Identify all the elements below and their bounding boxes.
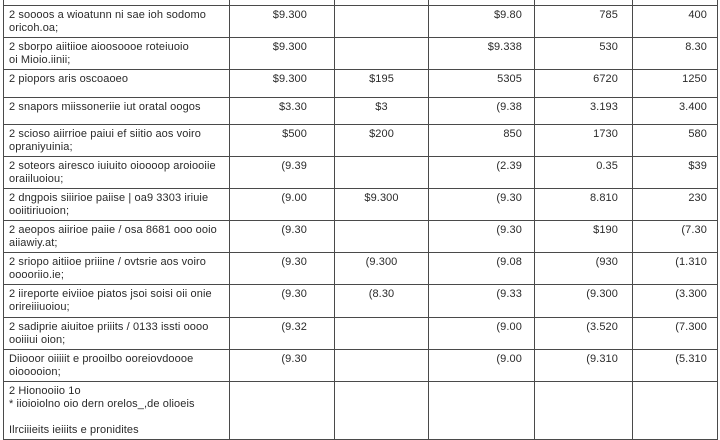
value-cell: (9.32 — [230, 318, 335, 350]
value-cell: 8.810 — [535, 189, 633, 221]
value-cell: (9.33 — [429, 285, 535, 318]
value-cell: $9.300 — [230, 38, 335, 70]
row-description — [4, 189, 230, 221]
value-cell: (8.30 — [335, 285, 429, 318]
table-row — [4, 98, 718, 125]
value-cell: $200 — [335, 125, 429, 157]
table-row — [4, 157, 718, 189]
notes-cell — [4, 382, 230, 440]
row-description — [4, 38, 230, 70]
value-cell: (9.30 — [230, 221, 335, 253]
note-line: Ilrciiieits ieiiits e pronidites — [9, 424, 139, 436]
value-cell: (3.520 — [535, 318, 633, 350]
value-cell: 785 — [535, 6, 633, 38]
description-line: 2 sborpo aiitiioe aioosoooe roteiuoio — [9, 41, 189, 53]
value-cell: (9.310 — [535, 350, 633, 382]
table-row — [4, 221, 718, 253]
value-cell — [335, 6, 429, 38]
description-line: aiiawiy.at; — [9, 237, 58, 249]
value-cell — [335, 38, 429, 70]
value-cell: 6720 — [535, 70, 633, 98]
value-cell: (9.300 — [335, 253, 429, 285]
table-row — [4, 350, 718, 382]
value-cell: (9.30 — [230, 350, 335, 382]
row-description — [4, 98, 230, 125]
description-line: orireiiiuoiou; — [9, 301, 70, 313]
description-line: 2 iireporte eiviioe piatos jsoi soisi oii onie — [9, 288, 212, 300]
data-table — [3, 0, 718, 440]
table-row — [4, 189, 718, 221]
row-description — [4, 318, 230, 350]
empty-cell — [429, 382, 535, 440]
value-cell: (1.310 — [633, 253, 718, 285]
note-line: * iioioiolno oio dern orelos_,de olioeis — [9, 398, 195, 410]
table-row — [4, 253, 718, 285]
value-cell: (7.300 — [633, 318, 718, 350]
value-cell: $9.80 — [429, 6, 535, 38]
value-cell: (5.310 — [633, 350, 718, 382]
row-description — [4, 221, 230, 253]
value-cell: $39 — [633, 157, 718, 189]
description-line: opraniyuinia; — [9, 141, 73, 153]
description-line: oi Mioio.iinii; — [9, 54, 71, 66]
value-cell: 1250 — [633, 70, 718, 98]
empty-cell — [230, 382, 335, 440]
value-cell: $9.300 — [230, 70, 335, 98]
table-row — [4, 318, 718, 350]
value-cell: 400 — [633, 6, 718, 38]
value-cell: (2.39 — [429, 157, 535, 189]
value-cell: 8.30 — [633, 38, 718, 70]
value-cell: 3.193 — [535, 98, 633, 125]
description-line: 2 aeopos aiirioe paiie / osa 8681 ooo ooio — [9, 224, 217, 236]
value-cell: (9.30 — [230, 253, 335, 285]
table-row — [4, 285, 718, 318]
description-line: ooooriio.ie; — [9, 269, 65, 281]
description-line: 2 scioso aiirrioe paiui ef siitio aos voiro — [9, 128, 201, 140]
value-cell: 230 — [633, 189, 718, 221]
row-description — [4, 350, 230, 382]
description-line: 2 soooos a wioatunn ni sae ioh sodomo — [9, 9, 206, 21]
value-cell: 850 — [429, 125, 535, 157]
value-cell: $9.300 — [335, 189, 429, 221]
description-line: 2 sriopo aitiioe priiine / ovtsrie aos voiro — [9, 256, 206, 268]
empty-cell — [633, 382, 718, 440]
notes-row — [4, 382, 718, 440]
row-description — [4, 285, 230, 318]
description-line: 2 snapors miissoneriie iut oratal oogos — [9, 101, 201, 113]
value-cell — [335, 318, 429, 350]
value-cell: (9.08 — [429, 253, 535, 285]
value-cell — [335, 157, 429, 189]
value-cell: $9.338 — [429, 38, 535, 70]
description-line: 2 dngpois siiirioe paiise | oa9 3303 iriuie — [9, 192, 209, 204]
row-description — [4, 125, 230, 157]
value-cell: (9.00 — [230, 189, 335, 221]
value-cell: (7.30 — [633, 221, 718, 253]
row-description — [4, 253, 230, 285]
value-cell: (9.30 — [429, 189, 535, 221]
value-cell: (9.30 — [429, 221, 535, 253]
description-line: oricoh.oa; — [9, 22, 59, 34]
value-cell: (3.300 — [633, 285, 718, 318]
value-cell: $3.30 — [230, 98, 335, 125]
description-line: oiooooion; — [9, 366, 61, 378]
value-cell: (930 — [535, 253, 633, 285]
value-cell — [335, 221, 429, 253]
description-line: 2 sadiprie aiuitoe priiits / 0133 issti oooo — [9, 321, 209, 333]
value-cell: $500 — [230, 125, 335, 157]
description-line: 2 soteors airesco iuiuito oioooop aroiooiie — [9, 160, 216, 172]
description-line: 2 piopors aris oscoaoeo — [9, 73, 129, 85]
row-description — [4, 157, 230, 189]
empty-cell — [335, 382, 429, 440]
value-cell: (9.00 — [429, 318, 535, 350]
value-cell — [335, 350, 429, 382]
value-cell: 5305 — [429, 70, 535, 98]
value-cell: $9.300 — [230, 6, 335, 38]
value-cell: (9.300 — [535, 285, 633, 318]
value-cell: (9.30 — [230, 285, 335, 318]
note-line: 2 Hionooiio 1o — [9, 385, 81, 397]
value-cell: 3.400 — [633, 98, 718, 125]
table-row — [4, 125, 718, 157]
table-row — [4, 70, 718, 98]
table-row — [4, 38, 718, 70]
value-cell: 0.35 — [535, 157, 633, 189]
value-cell: 530 — [535, 38, 633, 70]
description-line: Diiooor oiiiiit e prooilbo ooreiovdoooe — [9, 353, 194, 365]
value-cell: $190 — [535, 221, 633, 253]
value-cell: $3 — [335, 98, 429, 125]
table-row — [4, 6, 718, 38]
row-description — [4, 6, 230, 38]
description-line: ooiitiriuoion; — [9, 205, 70, 217]
value-cell: 1730 — [535, 125, 633, 157]
value-cell: $195 — [335, 70, 429, 98]
description-line: ooiiiui oion; — [9, 334, 66, 346]
empty-cell — [535, 382, 633, 440]
value-cell: 580 — [633, 125, 718, 157]
row-description — [4, 70, 230, 98]
value-cell: (9.00 — [429, 350, 535, 382]
description-line: oraiiluoiou; — [9, 173, 64, 185]
value-cell: (9.38 — [429, 98, 535, 125]
value-cell: (9.39 — [230, 157, 335, 189]
